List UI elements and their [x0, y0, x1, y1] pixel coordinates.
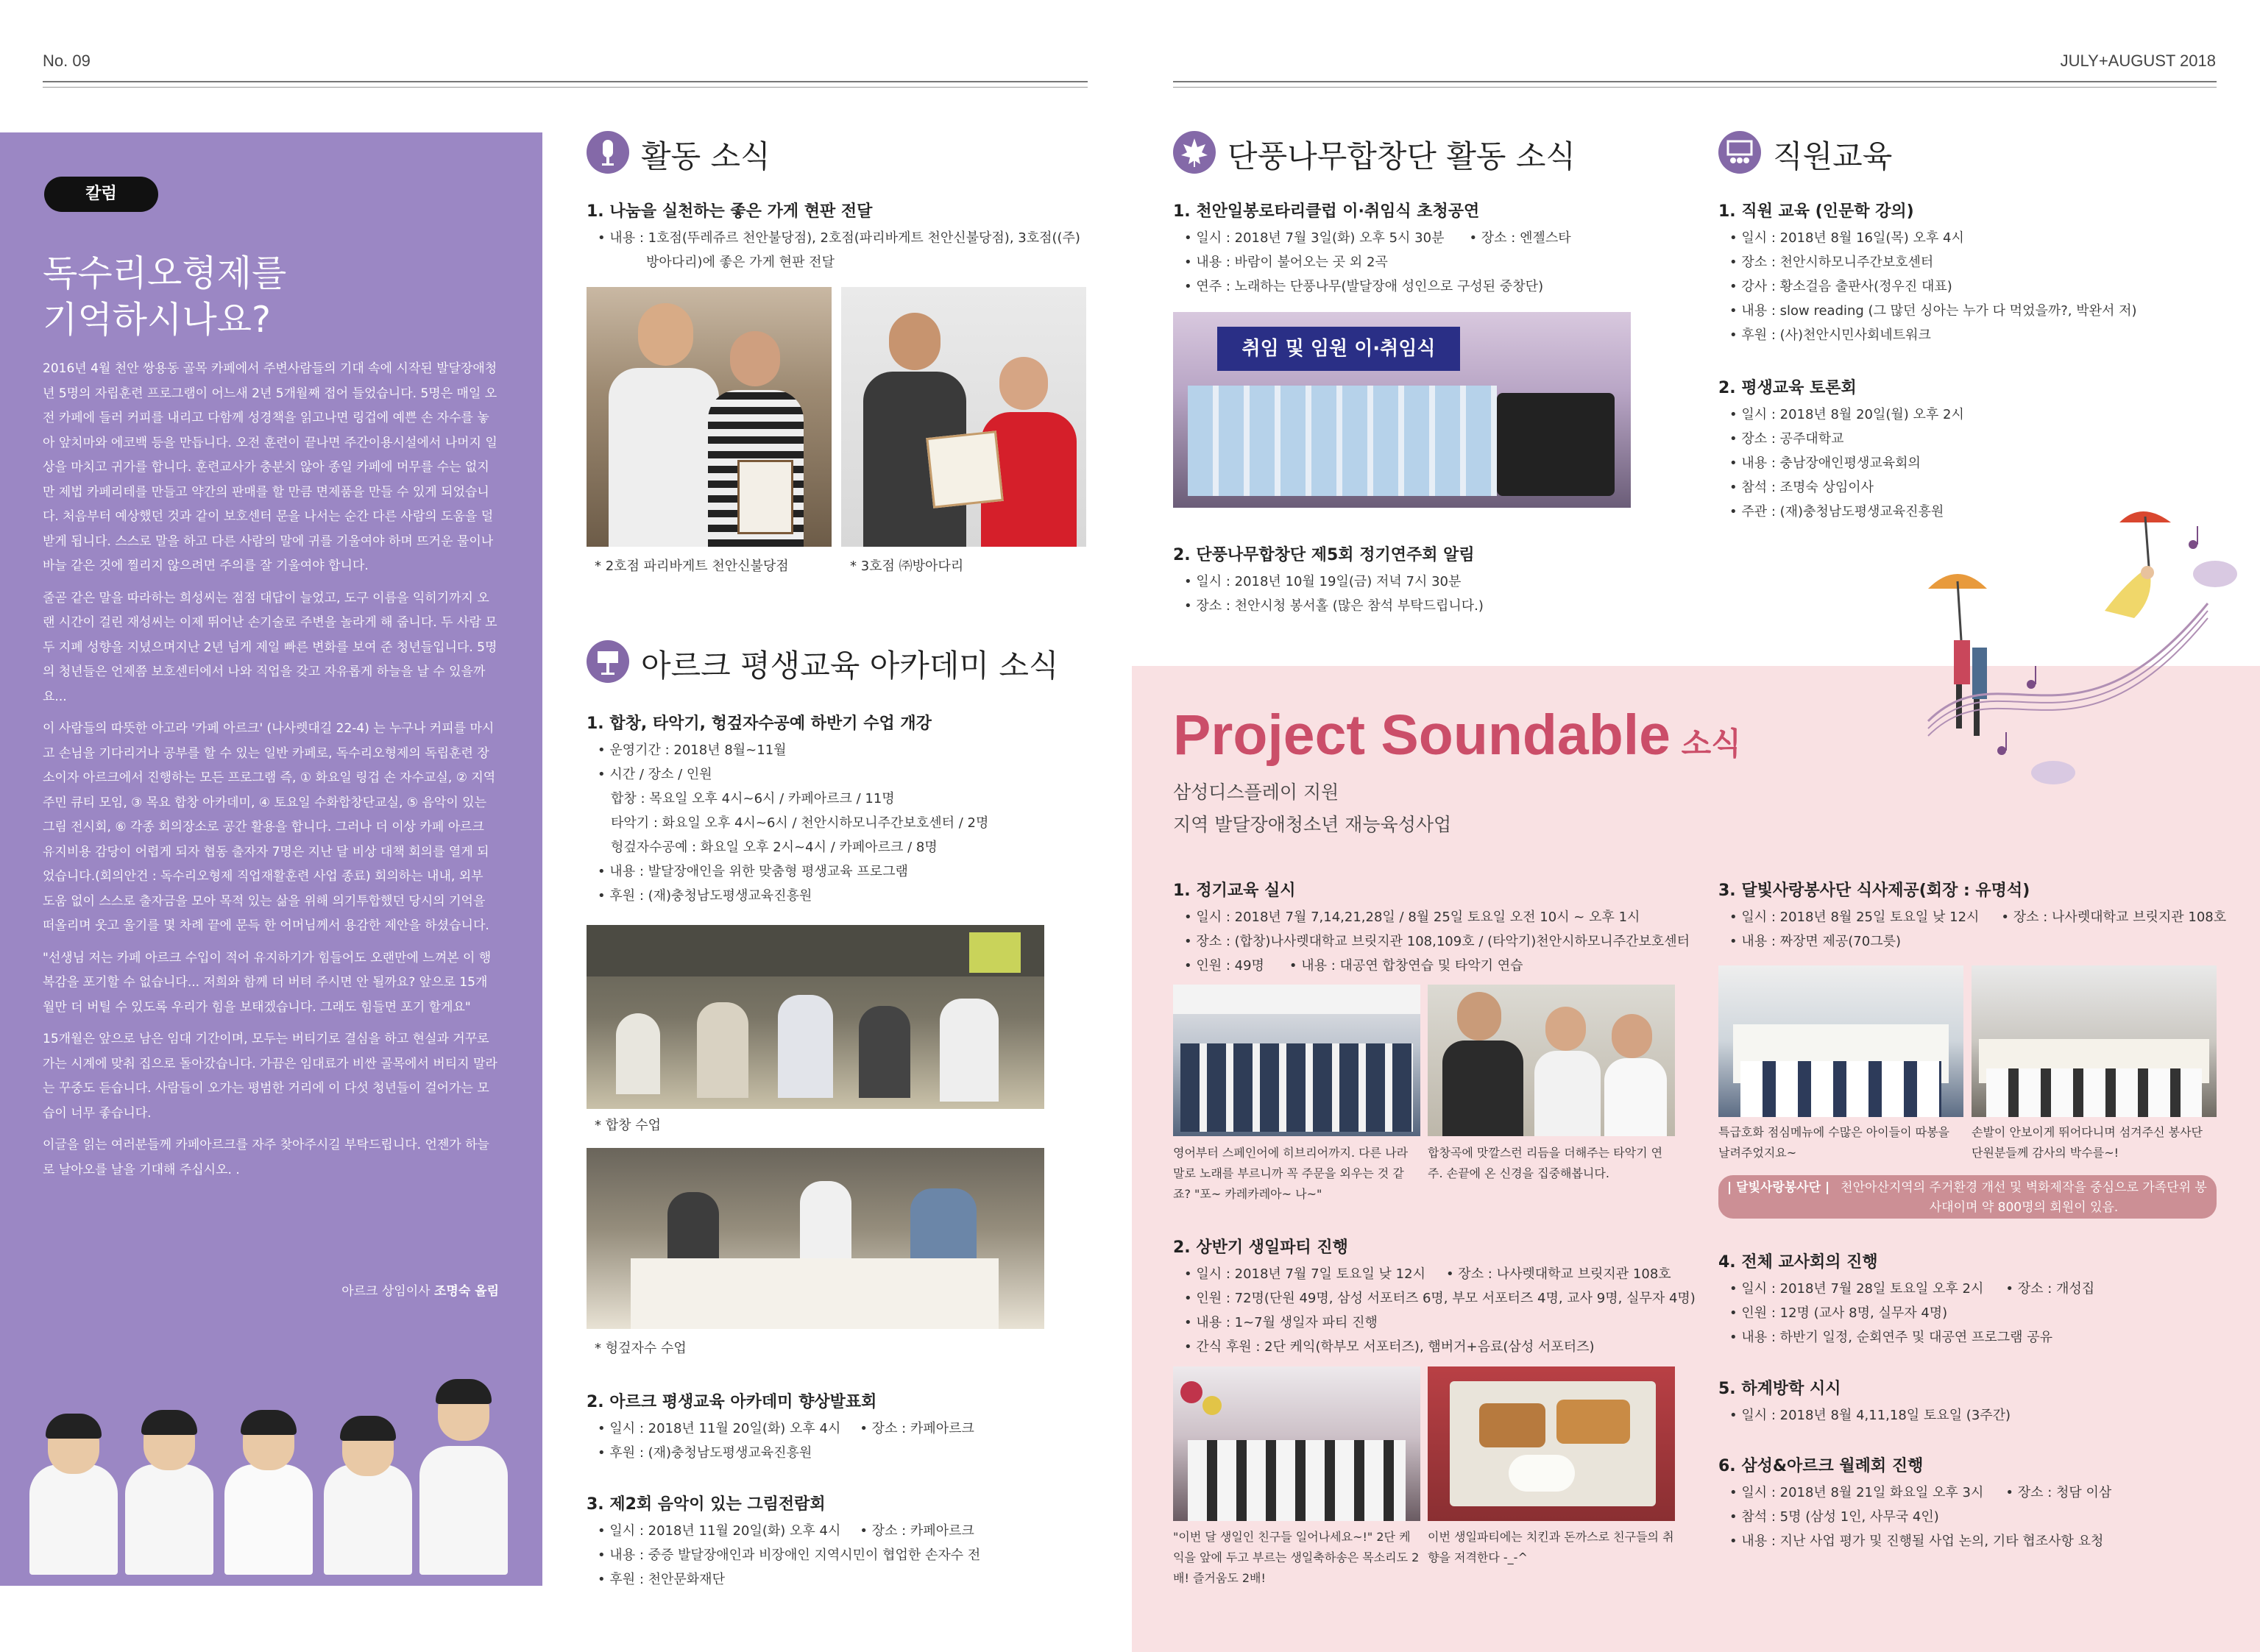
music-stand-icon: [587, 640, 629, 683]
list-item: • 장소 : 공주대학교: [1729, 427, 1964, 451]
list-item: • 일시 : 2018년 7월 7,14,21,28일 / 8월 25일 토요일 오전 10시 ~ 오후 1시: [1184, 905, 1690, 929]
choir-sub2: 2. 단풍나무합창단 제5회 정기연주회 알림: [1173, 546, 1475, 564]
birthday-party-photo-1: [1173, 1366, 1420, 1521]
list-text: 인원 : 49명: [1196, 958, 1264, 974]
list-item: 타악기 : 화요일 오후 4시~6시 / 천안시하모니주간보호센터 / 2명: [611, 815, 989, 831]
column-paragraph: 이 사람들의 따뜻한 아고라 '카페 아르크' (나사렛대길 22-4) 는 누구나 커피를 마시고 손님을 기다리거나 공부를 할 수 있는 일반 카페로, 독수리오형제의 독립훈련 장소이자 아르크에서 진행하는 모든 프로그램 즉, ① 화요일 링겁 손 자수교실, ② 지역주민 큐티 모임, ③ 목요 합창 아카데미, ④ 토요일 수화합창단교실, ⑤ 음악이 있는 그림 전시회, ⑥ 각종 회의장소로 공간 활용을 합니다. 그러나 더 이상 카페 아르크 유지비용 감당이 어렵게 되자 협동 출자자 7명은 지난 달 비상 대책 회의를 열게 되었습니다.(회의안건 : 독수리오형제 직업재활훈련 사업 종료) 회의하는 내내, 외부 도움 없이 스스로 출자금을 모아 목적 있는 삶을 위해 의기투합했던 당시의 기억을 떠올리며 웃고 울기를 몇 차례 끝에 문득 한 어머님께서 용감한 제안을 하셨습니다.: [43, 721, 496, 933]
photo-caption: * 합창 수업: [595, 1118, 661, 1133]
academy-sub1-list: [598, 738, 988, 908]
list-text: • 장소 : 나사렛대학교 브릿지관 108호: [1445, 1266, 1671, 1282]
photo-caption: 이번 생일파티에는 치킨과 돈까스로 친구들의 취향을 저격한다 -_-^: [1428, 1530, 1674, 1564]
list-item: • 내용 : slow reading (그 많던 싱아는 누가 다 먹었을까?, 박완서 저): [1729, 299, 2137, 323]
academy-title: 아르크 평생교육 아카데미 소식: [641, 648, 1059, 684]
list-item: • 인원 : 12명 (교사 8명, 실무자 4명): [1729, 1301, 2094, 1325]
list-text: • 장소 : 개성집: [2005, 1281, 2095, 1297]
photo-caption: 특급호화 점심메뉴에 수많은 아이들이 따봉을 날려주었지요~: [1718, 1125, 1950, 1160]
list-text: • 내용 : 대공연 합창연습 및 타악기 연습: [1289, 958, 1523, 974]
microphone-icon: [587, 131, 629, 174]
list-item: [1184, 226, 1571, 250]
list-text: 일시 : 2018년 8월 21일 화요일 오후 3시: [1741, 1485, 1984, 1500]
list-item: • 후원 : (재)충청남도평생교육진흥원: [598, 884, 988, 908]
project-s3-list: [1729, 905, 2226, 954]
list-item: • 참석 : 조명숙 상임이사: [1729, 475, 1964, 500]
list-item: • 내용 : 하반기 일정, 순회연주 및 대공연 프로그램 공유: [1729, 1325, 2094, 1350]
activity-title: 활동 소식: [641, 138, 771, 174]
list-text: • 장소 : 카페아르크: [860, 1421, 974, 1436]
person-figure: [125, 1398, 213, 1575]
project-s2: 2. 상반기 생일파티 진행: [1173, 1238, 1348, 1257]
list-item: • 주관 : (재)충청남도평생교육진흥원: [1729, 500, 1964, 524]
project-title-suffix: 소식: [1671, 726, 1741, 762]
list-item: 합창 : 목요일 오후 4시~6시 / 카페아르크 / 11명: [611, 791, 895, 806]
banner-text: 취임 및 임원 이·취임식: [1217, 327, 1460, 371]
list-text: 일시 : 2018년 8월 25일 토요일 낮 12시: [1741, 910, 1980, 925]
column-paragraph: "선생님 저는 카페 아르크 수입이 적어 유지하기가 힘들어도 오랜만에 느껴본 이 행복감을 포기할 수 없습니다... 저희와 함께 더 버텨 주시면 안 될까요? 앞으로 15개월만 더 버틸 수 있도록 우리가 힘을 보태겠습니다. 그래도 힘들면 포기 할게요": [43, 950, 492, 1015]
project-title-main: Project Soundable: [1173, 703, 1671, 767]
header-rule-left-thin: [43, 87, 1088, 88]
regular-class-photo-2: [1428, 985, 1675, 1136]
list-item: • 내용 : 바람이 불어오는 곳 외 2곡: [1184, 250, 1571, 274]
project-s6: 6. 삼성&아르크 월례회 진행: [1718, 1457, 1924, 1475]
project-s5: 5. 하계방학 시시: [1718, 1380, 1841, 1398]
issue-date: JULY+AUGUST 2018: [2060, 52, 2216, 70]
shop-plaque-photo-1: [587, 287, 832, 547]
notice-label: | 달빛사랑봉사단 |: [1727, 1180, 1830, 1195]
column-title-line1: 독수리오형제를: [43, 252, 287, 294]
umbrella-illustration: [1884, 500, 2237, 839]
list-item: • 일시 : 2018년 10월 19일(금) 저녁 7시 30분: [1184, 570, 1484, 594]
column-signature: [43, 1280, 499, 1299]
list-text: • 장소 : 나사렛대학교 브릿지관 108호: [2001, 910, 2227, 925]
project-subtitle-line1: 삼성디스플레이 지원: [1173, 781, 1339, 803]
list-item: [1184, 954, 1690, 978]
project-s6-list: [1729, 1481, 2111, 1553]
column-tag: 칼럼: [44, 177, 158, 212]
signature-name: 조명숙 올림: [433, 1284, 499, 1299]
list-item: • 장소 : 천안시청 봉서홀 (많은 참석 부탁드립니다.): [1184, 594, 1484, 618]
list-text: 일시 : 2018년 7월 28일 토요일 오후 2시: [1741, 1281, 1984, 1297]
list-text: 일시 : 2018년 11월 20일(화) 오후 4시: [609, 1421, 841, 1436]
list-text: 일시 : 2018년 7월 3일(화) 오후 5시 30분: [1196, 230, 1445, 246]
staff-sub2: 2. 평생교육 토론회: [1718, 379, 1857, 397]
list-item: [598, 1519, 980, 1543]
photo-caption: "이번 달 생일인 친구들 일어나세요~!" 2단 케익을 앞에 두고 부르는 생일축하송은 목소리도 2배! 즐거움도 2배!: [1173, 1530, 1420, 1585]
list-item: [1729, 905, 2226, 929]
list-item: • 장소 : 천안시하모니주간보호센터: [1729, 250, 2137, 274]
project-title: [1173, 703, 1741, 768]
list-item: • 내용 : 짜장면 제공(70그릇): [1729, 929, 2226, 954]
maple-leaf-icon: [1173, 131, 1216, 174]
list-item: • 내용 : 충남장애인평생교육회의: [1729, 451, 1964, 475]
academy-sub2: 2. 아르크 평생교육 아카데미 향상발표회: [587, 1393, 877, 1411]
choir-sub1-list: [1184, 226, 1571, 299]
column-body: [43, 357, 499, 1190]
project-s1: 1. 정기교육 실시: [1173, 882, 1296, 900]
column-title: [43, 250, 514, 343]
shop-plaque-photo-2: [841, 287, 1086, 547]
header-rule-right: [1173, 81, 2217, 82]
list-item: 방아다리)에 좋은 가게 현판 전달: [646, 255, 835, 270]
choir-performance-photo: [1173, 312, 1631, 508]
project-s4-list: [1729, 1277, 2094, 1350]
list-item: [598, 1417, 974, 1441]
column-title-line2: 기억하시나요?: [43, 299, 272, 341]
academy-sub1: 1. 합창, 타악기, 헝겊자수공예 하반기 수업 개강: [587, 715, 932, 733]
project-s2-list: [1184, 1262, 1696, 1359]
column-paragraph: 줄곧 같은 말을 따라하는 희성씨는 점점 대답이 늘었고, 도구 이름을 익히기까지 오랜 시간이 걸린 재성씨는 이제 뛰어난 손기술로 주변을 놀라게 해 줍니다. 두 사람 모두 지폐 성향을 지녔으며지난 2년 넘게 제일 빠른 변화를 보여 준 청년들입니다. 5명의 청년들은 언제쯤 보호센터에서 나와 직업을 갖고 자유롭게 하늘을 날 수 있을까요...: [43, 590, 497, 704]
photo-caption: * 2호점 파리바게트 천안신불당점: [595, 559, 789, 574]
photo-caption: 합창곡에 맛깔스런 리듬을 더해주는 타악기 연주. 손끝에 온 신경을 집중해봅니다.: [1428, 1146, 1663, 1180]
list-item: • 내용 : 지난 사업 평가 및 진행될 사업 논의, 기타 협조사항 요청: [1729, 1529, 2111, 1553]
activity-sub1-list: [598, 226, 1080, 274]
list-item: • 내용 : 1호점(뚜레쥬르 천안불당점), 2호점(파리바게트 천안신불당점), 3호점((주): [598, 226, 1080, 250]
academy-sub2-list: [598, 1417, 974, 1465]
list-item: • 인원 : 72명(단원 49명, 삼성 서포터즈 6명, 부모 서포터즈 4명, 교사 9명, 실무자 4명): [1184, 1286, 1696, 1311]
staff-sub1: 1. 직원 교육 (인문학 강의): [1718, 202, 1914, 221]
list-item: [1729, 1481, 2111, 1505]
person-figure: [224, 1398, 313, 1575]
list-item: • 내용 : 1~7월 생일자 파티 진행: [1184, 1311, 1696, 1335]
project-subtitle-line2: 지역 발달장애청소년 재능육성사업: [1173, 814, 1452, 835]
project-s5-list: [1729, 1403, 2011, 1428]
choir-sub2-list: [1184, 570, 1484, 618]
notice-text: 천안아산지역의 주거환경 개선 및 벽화제작을 중심으로 가족단위 봉사대이며 약 800명의 회원이 있음.: [1841, 1180, 2207, 1215]
academy-sub3: 3. 제2회 음악이 있는 그림전람회: [587, 1495, 826, 1514]
list-item: • 장소 : (합창)나사렛대학교 브릿지관 108,109호 / (타악기)천안시하모니주간보호센터: [1184, 929, 1690, 954]
list-text: 일시 : 2018년 11월 20일(화) 오후 4시: [609, 1523, 841, 1539]
list-item: • 일시 : 2018년 8월 20일(월) 오후 2시: [1729, 403, 1964, 427]
person-figure: [29, 1402, 118, 1575]
project-s4: 4. 전체 교사회의 진행: [1718, 1253, 1878, 1272]
photo-caption: 손발이 안보이게 뛰어다니며 섬겨주신 봉사단 단원분들께 감사의 박수를~!: [1972, 1125, 2203, 1160]
volunteer-notice-box: [1718, 1175, 2217, 1219]
academy-sub3-list: [598, 1519, 980, 1592]
list-item: • 운영기간 : 2018년 8월~11월: [598, 738, 988, 762]
classroom-icon: [1718, 131, 1761, 174]
choir-class-photo: [587, 925, 1044, 1109]
list-item: • 후원 : (사)천안시민사회네트워크: [1729, 323, 2137, 347]
birthday-party-photo-2: [1428, 1366, 1675, 1521]
photo-caption: 영어부터 스페인어에 히브리어까지. 다른 나라 말로 노래를 부르니까 꼭 주문을 외우는 것 같죠? "포~ 카레카레아~ 나~": [1173, 1146, 1409, 1201]
list-item: • 내용 : 발달장애인을 위한 맞춤형 평생교육 프로그램: [598, 859, 988, 884]
list-item: • 일시 : 2018년 8월 16일(목) 오후 4시: [1729, 226, 2137, 250]
volunteer-meal-photo-2: [1972, 965, 2217, 1117]
regular-class-photo-1: [1173, 985, 1420, 1136]
staff-title: 직원교육: [1773, 138, 1893, 174]
list-item: • 강사 : 황소걸음 출판사(정우진 대표): [1729, 274, 2137, 299]
list-item: • 내용 : 중증 발달장애인과 비장애인 지역시민이 협업한 손자수 전: [598, 1543, 980, 1567]
list-text: 일시 : 2018년 7월 7일 토요일 낮 12시: [1196, 1266, 1425, 1282]
column-paragraph: 이글을 읽는 여러분들께 카페아르크를 자주 찾아주시길 부탁드립니다. 언젠가 하늘로 날아오를 날을 기대해 주십시오. .: [43, 1138, 489, 1177]
list-item: • 연주 : 노래하는 단풍나무(발달장애 성인으로 구성된 중창단): [1184, 274, 1571, 299]
person-figure: [419, 1369, 508, 1575]
signature-title: 아르크 상임이사: [341, 1284, 434, 1299]
list-text: • 장소 : 엔젤스타: [1469, 230, 1571, 246]
five-young-men-photo: [29, 1354, 523, 1575]
list-item: 헝겊자수공예 : 화요일 오후 2시~4시 / 카페아르크 / 8명: [611, 840, 938, 855]
header-rule-left: [43, 81, 1088, 82]
volunteer-meal-photo-1: [1718, 965, 1963, 1117]
person-figure: [324, 1405, 412, 1575]
issue-number: No. 09: [43, 52, 91, 70]
choir-title: 단풍나무합창단 활동 소식: [1228, 138, 1576, 174]
list-item: • 일시 : 2018년 8월 4,11,18일 토요일 (3주간): [1729, 1403, 2011, 1428]
project-s3: 3. 달빛사랑봉사단 식사제공(회장 : 유명석): [1718, 882, 2030, 900]
list-item: [1184, 1262, 1696, 1286]
choir-sub1: 1. 천안일봉로타리클럽 이·취임식 초청공연: [1173, 202, 1480, 221]
photo-caption: * 헝겊자수 수업: [595, 1341, 687, 1356]
header-rule-right-thin: [1173, 87, 2217, 88]
list-text: • 장소 : 청담 이삼: [2005, 1485, 2112, 1500]
column-panel: [0, 132, 542, 1586]
list-item: • 시간 / 장소 / 인원: [598, 762, 988, 787]
list-item: • 참석 : 5명 (삼성 1인, 사무국 4인): [1729, 1505, 2111, 1529]
list-item: • 후원 : 천안문화재단: [598, 1567, 980, 1592]
activity-sub1: 1. 나눔을 실천하는 좋은 가게 현판 전달: [587, 202, 873, 221]
photo-caption: * 3호점 ㈜방아다리: [850, 559, 964, 574]
staff-sub1-list: [1729, 226, 2137, 347]
column-paragraph: 2016년 4월 천안 쌍용동 골목 카페에서 주변사람들의 기대 속에 시작된 발달장애청년 5명의 자립훈련 프로그램이 어느새 2년 5개월째 접어 들었습니다. 5명은 매일 오전 카페에 들러 커피를 내리고 다함께 성경책을 읽고나면 링겁에 예쁜 손 자수를 놓아 앞치마와 에코백 등을 만듭니다. 오전 훈련이 끝나면 주간이용시설에서 나머지 일상을 마치고 귀가를 합니다. 훈련교사가 충분치 않아 종일 카페에 머무를 수는 없지만 제법 카페리테를 만들고 약간의 판매를 할 만큼 면제품을 만들 수 있게 되었습니다. 처음부터 예상했던 것과 같이 보호센터 문을 나서는 순간 다른 사람의 도움을 덜 받게 됩니다. 스스로 말을 하고 다른 사람의 말에 귀를 기울여야 하며 뜨거운 물이나 바늘 같은 것에 찔리지 않으려면 주의를 잘 기울여야 합니다.: [43, 361, 497, 573]
embroidery-class-photo: [587, 1148, 1044, 1329]
list-item: • 간식 후원 : 2단 케익(학부모 서포터즈), 햄버거+음료(삼성 서포터즈): [1184, 1335, 1696, 1359]
list-item: • 후원 : (재)충청남도평생교육진흥원: [598, 1441, 974, 1465]
project-s1-list: [1184, 905, 1690, 978]
list-item: [1729, 1277, 2094, 1301]
project-subtitle: [1173, 776, 1451, 841]
column-paragraph: 15개월은 앞으로 남은 임대 기간이며, 모두는 버티기로 결심을 하고 현실과 거꾸로 가는 시계에 맞춰 집으로 돌아갔습니다. 가끔은 임대료가 비싼 골목에서 버티지 말라는 꾸중도 듣습니다. 사람들이 오가는 평범한 거리에 이 다섯 청년들이 걸어가는 모습이 너무 좋습니다.: [43, 1032, 497, 1121]
list-text: • 장소 : 카페아르크: [860, 1523, 974, 1539]
